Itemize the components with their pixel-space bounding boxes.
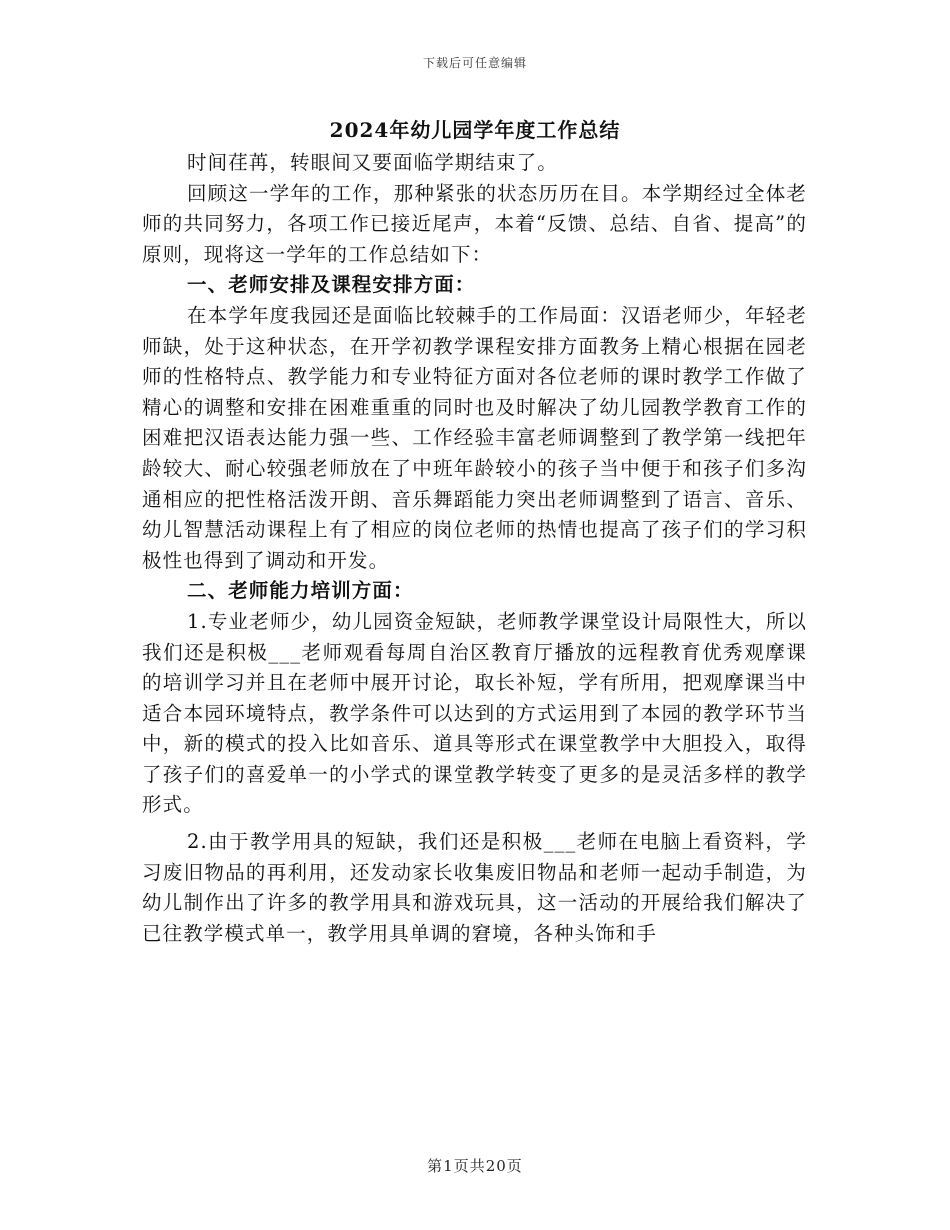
paragraph-intro: 时间荏苒，转眼间又要面临学期结束了。 [187, 151, 558, 174]
paragraph-item-2: 2.由于教学用具的短缺，我们还是积极___老师在电脑上看资料，学习废旧物品的再利用，还发动家长收集废旧物品和老师一起动手制造，为幼儿制作出了许多的教学用具和游戏玩具，这一活动的开展给我们解决了已往教学模式单一，教学用具单调的窘境，各种头饰和手 [142, 830, 807, 945]
section-heading-1: 一、老师安排及课程安排方面： [187, 273, 476, 297]
paragraph-review: 回顾这一学年的工作，那种紧张的状态历历在目。本学期经过全体老师的共同努力，各项工作已接近尾声，本着“反馈、总结、自省、提高”的原则，现将这一学年的工作总结如下： [142, 181, 807, 266]
paragraph-item-1: 1.专业老师少，幼儿园资金短缺，老师教学课堂设计局限性大，所以我们还是积极___老师观看每周自治区教育厅播放的远程教育优秀观摩课的培训学习并且在老师中展开讨论，取长补短，学有所用，把观摩课当中适合本园环境特点，教学条件可以达到的方式运用到了本园的教学环节当中，新的模式的投入比如音乐、道具等形式在课堂教学中大胆投入，取得了孩子们的喜爱单一的小学式的课堂教学转变了更多的是灵活多样的教学形式。 [142, 609, 807, 817]
page-number-footer: 第1页共20页 [427, 1157, 523, 1175]
paragraph-section-1: 在本学年度我园还是面临比较棘手的工作局面：汉语老师少，年轻老师缺，处于这种状态，在开学初教学课程安排方面教务上精心根据在园老师的性格特点、教学能力和专业特征方面对各位老师的课时教学工作做了精心的调整和安排在困难重重的同时也及时解决了幼儿园教学教育工作的困难把汉语表达能力强一些、工作经验丰富老师调整到了教学第一线把年龄较大、耐心较强老师放在了中班年龄较小的孩子当中便于和孩子们多沟通相应的把性格活泼开朗、音乐舞蹈能力突出老师调整到了语言、音乐、幼儿智慧活动课程上有了相应的岗位老师的热情也提高了孩子们的学习积极性也得到了调动和开发。 [142, 303, 807, 572]
header-note: 下载后可任意编辑 [422, 56, 527, 70]
document-body [142, 148, 807, 949]
section-heading-2: 二、老师能力培训方面： [187, 579, 414, 603]
document-title: 2024年幼儿园学年度工作总结 [329, 118, 621, 142]
